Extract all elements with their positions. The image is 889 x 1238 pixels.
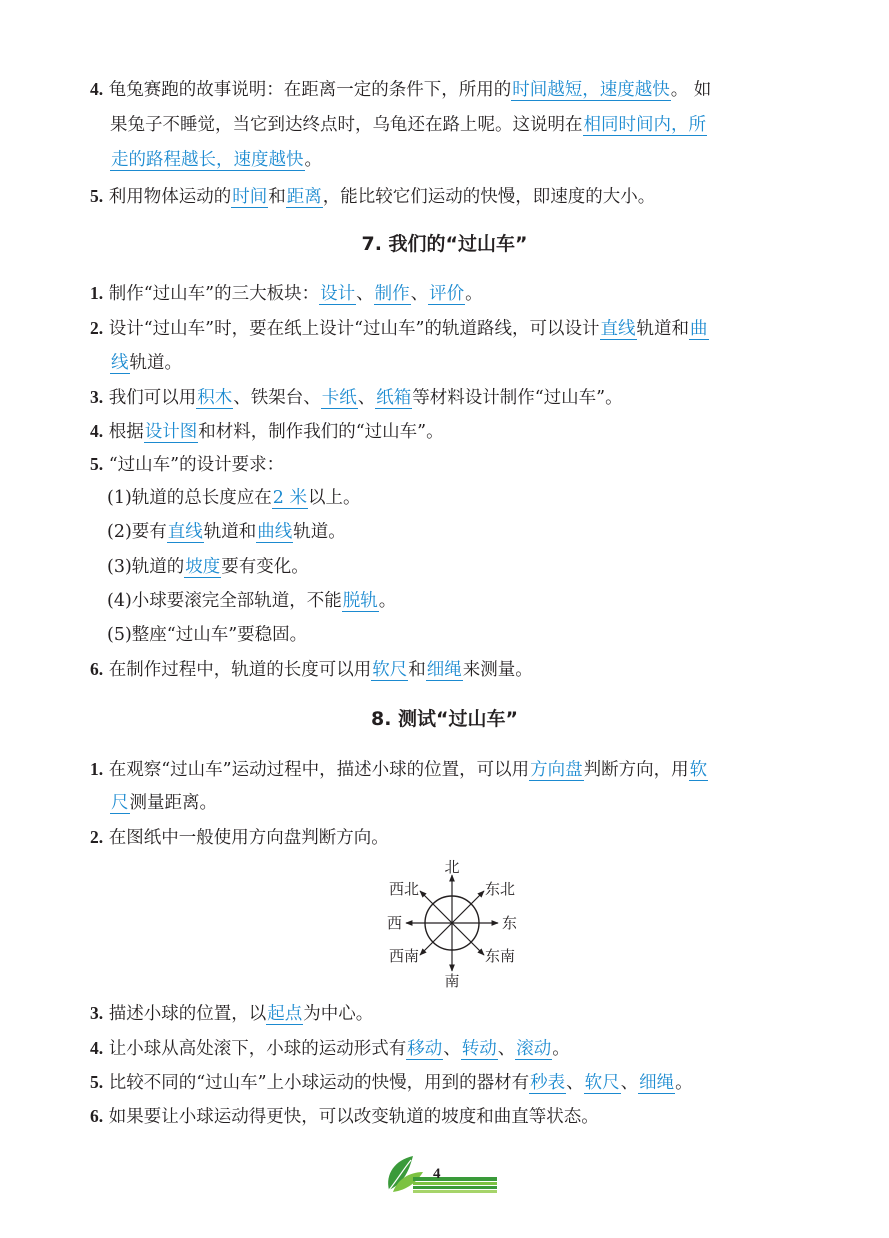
label-southwest: 西南 xyxy=(388,947,419,965)
item-text: 、铁架台、 xyxy=(233,388,321,408)
answer-blank: 移动 xyxy=(407,1039,443,1059)
item-text: 。 xyxy=(465,284,483,304)
item-text: 轨道和 xyxy=(203,522,257,542)
item-number: 3. xyxy=(90,387,104,407)
s8-item-4 xyxy=(90,1036,570,1061)
s7-item-3 xyxy=(90,385,623,410)
s7-item-5 xyxy=(90,452,284,477)
item-text: 。 xyxy=(552,1039,570,1059)
s8-item-5 xyxy=(90,1070,693,1095)
item-text: 如果要让小球运动得更快，可以改变轨道的坡度和曲直等状态。 xyxy=(108,1107,599,1127)
answer-blank: 时间 xyxy=(232,187,268,207)
item-text: (3)轨道的 xyxy=(107,557,185,577)
item-text: 、 xyxy=(620,1073,639,1093)
item-text: 、 xyxy=(497,1039,516,1059)
s7-item-2-line-1 xyxy=(90,316,709,341)
s7-requirement-3 xyxy=(107,555,309,579)
item-number: 5. xyxy=(90,454,104,474)
item-number: 3. xyxy=(90,1003,104,1023)
s7-item-2-line-2 xyxy=(110,351,182,375)
item-text: 为中心。 xyxy=(303,1004,374,1024)
label-south: 南 xyxy=(444,972,460,988)
item-text: 、 xyxy=(443,1039,461,1059)
item-text: 测量距离。 xyxy=(129,793,217,813)
answer-blank: 秒表 xyxy=(530,1073,566,1093)
answer-blank: 线 xyxy=(111,353,129,373)
item-number: 1. xyxy=(90,283,104,303)
s7-requirement-2 xyxy=(107,520,346,544)
page-number: 4 xyxy=(433,1166,441,1182)
s8-item-3 xyxy=(90,1001,373,1026)
item-text: (1)轨道的总长度应在 xyxy=(107,488,272,508)
item-number: 5. xyxy=(90,1072,104,1092)
label-east: 东 xyxy=(502,914,518,932)
label-southeast: 东南 xyxy=(485,947,516,965)
answer-blank: 尺 xyxy=(111,793,129,813)
answer-blank: 软尺 xyxy=(584,1073,620,1093)
label-north: 北 xyxy=(444,858,460,876)
item-text: 让小球从高处滚下，小球的运动形式有 xyxy=(108,1039,407,1059)
item-number: 1. xyxy=(90,759,104,779)
item-text: 和 xyxy=(268,187,286,207)
answer-blank: 卡纸 xyxy=(321,388,357,408)
answer-blank: 设计图 xyxy=(144,422,198,442)
item-text: 、 xyxy=(566,1073,584,1093)
item-text: 以上。 xyxy=(308,488,361,508)
label-northeast: 东北 xyxy=(485,880,516,898)
item-text: 描述小球的位置，以 xyxy=(108,1004,267,1024)
answer-blank: 相同时间内，所 xyxy=(583,115,706,135)
item-4-line-2 xyxy=(110,113,707,137)
item-text: 设计“过山车”时，要在纸上设计“过山车”的轨道路线，可以设计 xyxy=(108,319,600,339)
item-number: 4. xyxy=(90,79,104,99)
item-number: 6. xyxy=(90,659,104,679)
s8-item-2 xyxy=(90,825,389,850)
s7-requirement-1 xyxy=(107,486,361,510)
item-number: 6. xyxy=(90,1106,104,1126)
item-text: 在制作过程中，轨道的长度可以用 xyxy=(108,660,372,680)
item-4-line-1 xyxy=(90,77,711,102)
item-text: 。 xyxy=(378,591,397,611)
answer-blank: 软 xyxy=(689,760,708,780)
answer-blank: 时间越短，速度越快 xyxy=(512,80,670,100)
s7-item-1 xyxy=(90,281,483,306)
item-text: 、 xyxy=(357,388,376,408)
footer-leaf-book-icon xyxy=(383,1152,501,1196)
item-text: 果兔子不睡觉，当它到达终点时，乌龟还在路上呢。这说明在 xyxy=(110,115,583,135)
item-number: 5. xyxy=(90,186,104,206)
item-number: 2. xyxy=(90,827,104,847)
answer-blank: 评价 xyxy=(429,284,465,304)
item-number: 4. xyxy=(90,421,104,441)
item-text: 轨道。 xyxy=(129,353,182,373)
s8-item-6 xyxy=(90,1104,599,1129)
item-4-line-3 xyxy=(110,148,322,172)
item-text: “过山车”的设计要求： xyxy=(108,455,285,475)
answer-blank: 细绳 xyxy=(639,1073,675,1093)
item-text: 。 如 xyxy=(670,80,712,100)
s8-item-1-line-2 xyxy=(110,791,217,815)
item-text: (4)小球要滚完全部轨道，不能 xyxy=(107,591,342,611)
answer-blank: 脱轨 xyxy=(342,591,378,611)
item-text: 、 xyxy=(410,284,429,304)
answer-blank: 方向盘 xyxy=(530,760,583,780)
item-text: 根据 xyxy=(108,422,144,442)
answer-blank: 坡度 xyxy=(185,557,221,577)
item-text: 轨道。 xyxy=(293,522,346,542)
item-text: ，能比较它们运动的快慢，即速度的大小。 xyxy=(322,187,656,207)
item-text: 。 xyxy=(675,1073,693,1093)
answer-blank: 直线 xyxy=(167,522,203,542)
s7-item-4 xyxy=(90,419,444,444)
item-5 xyxy=(90,184,655,209)
s8-item-1-line-1 xyxy=(90,757,708,782)
item-text: 、 xyxy=(356,284,374,304)
s7-item-6 xyxy=(90,657,533,682)
s7-requirement-4 xyxy=(107,589,396,613)
item-text: 和材料，制作我们的“过山车”。 xyxy=(198,422,444,442)
answer-blank: 走的路程越长，速度越快 xyxy=(111,150,304,170)
item-text: 在观察“过山车”运动过程中，描述小球的位置，可以用 xyxy=(108,760,530,780)
item-number: 2. xyxy=(90,318,104,338)
item-text: 我们可以用 xyxy=(108,388,197,408)
item-text: (2)要有 xyxy=(107,522,167,542)
item-text: 来测量。 xyxy=(462,660,533,680)
item-text: 在图纸中一般使用方向盘判断方向。 xyxy=(108,828,389,848)
item-text: 。 xyxy=(304,150,322,170)
section-7-title: 7. 我们的“过山车” xyxy=(361,233,528,255)
answer-blank: 起点 xyxy=(267,1004,303,1024)
answer-blank: 转动 xyxy=(461,1039,497,1059)
item-text: 利用物体运动的 xyxy=(108,187,232,207)
answer-blank: 距离 xyxy=(286,187,322,207)
answer-blank: 直线 xyxy=(600,319,636,339)
item-number: 4. xyxy=(90,1038,104,1058)
label-west: 西 xyxy=(386,914,402,932)
item-text: (5)整座“过山车”要稳固。 xyxy=(107,625,308,645)
answer-blank: 曲线 xyxy=(257,522,293,542)
section-8-title: 8. 测试“过山车” xyxy=(370,708,519,730)
answer-blank: 2 米 xyxy=(272,488,307,508)
answer-blank: 滚动 xyxy=(516,1039,552,1059)
s7-requirement-5 xyxy=(107,623,307,647)
answer-blank: 曲 xyxy=(690,319,708,339)
compass-diagram xyxy=(372,858,532,988)
item-text: 轨道和 xyxy=(636,319,689,339)
item-text: 龟兔赛跑的故事说明：在距离一定的条件下，所用的 xyxy=(108,80,512,100)
item-text: 要有变化。 xyxy=(221,557,309,577)
item-text: 等材料设计制作“过山车”。 xyxy=(412,388,623,408)
answer-blank: 制作 xyxy=(374,284,410,304)
answer-blank: 纸箱 xyxy=(376,388,412,408)
label-northwest: 西北 xyxy=(388,880,419,898)
answer-blank: 积木 xyxy=(197,388,233,408)
answer-blank: 软尺 xyxy=(372,660,408,680)
item-text: 比较不同的“过山车”上小球运动的快慢，用到的器材有 xyxy=(108,1073,530,1093)
item-text: 制作“过山车”的三大板块： xyxy=(108,284,320,304)
answer-blank: 细绳 xyxy=(426,660,462,680)
answer-blank: 设计 xyxy=(320,284,356,304)
item-text: 和 xyxy=(408,660,426,680)
item-text: 判断方向，用 xyxy=(583,760,689,780)
